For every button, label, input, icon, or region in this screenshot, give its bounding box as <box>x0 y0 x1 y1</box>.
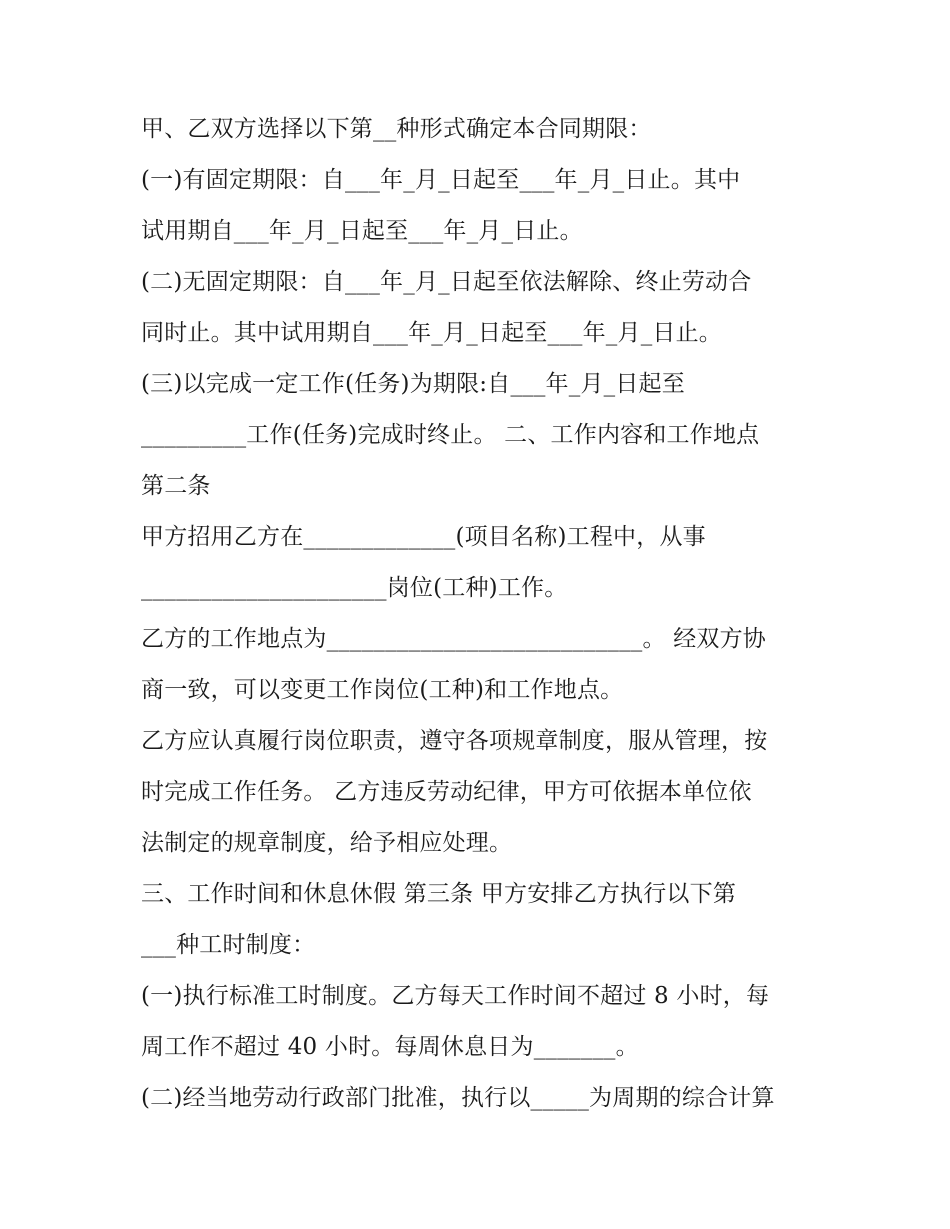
text-line: (二)无固定期限：自___年_月_日起至依法解除、终止劳动合 <box>141 269 752 295</box>
text-line: ___种工时制度： <box>141 932 316 958</box>
text-line: (三)以完成一定工作(任务)为期限:自___年_月_日起至 <box>141 371 685 397</box>
text-line: 商一致，可以变更工作岗位(工种)和工作地点。 <box>141 677 624 703</box>
text-line: 三、工作时间和休息休假 第三条 甲方安排乙方执行以下第 <box>141 881 737 907</box>
text-line: 法制定的规章制度，给予相应处理。 <box>141 830 513 856</box>
text-line: 甲、乙双方选择以下第__种形式确定本合同期限： <box>141 116 652 142</box>
text-line: 试用期自___年_月_日起至___年_月_日止。 <box>141 218 583 244</box>
text-line: (一)执行标准工时制度。乙方每天工作时间不超过 8 小时，每 <box>141 983 770 1009</box>
text-line: 周工作不超过 40 小时。每周休息日为_______。 <box>141 1034 639 1060</box>
text-line: _________工作(任务)完成时终止。 二、工作内容和工作地点 <box>141 422 760 448</box>
text-line: 乙方应认真履行岗位职责，遵守各项规章制度，服从管理，按 <box>141 728 768 754</box>
contract-text <box>141 104 821 1124</box>
text-line: 时完成工作任务。 乙方违反劳动纪律，甲方可依据本单位依 <box>141 779 752 805</box>
text-line: _____________________岗位(工种)工作。 <box>141 575 568 601</box>
text-line: 同时止。其中试用期自___年_月_日起至___年_月_日止。 <box>141 320 722 346</box>
text-line: 第二条 <box>141 473 211 499</box>
text-line: 甲方招用乙方在_____________(项目名称)工程中，从事 <box>141 524 706 550</box>
text-line: 乙方的工作地点为___________________________。 经双方协 <box>141 626 767 652</box>
text-line: (二)经当地劳动行政部门批准，执行以_____为周期的综合计算 <box>141 1085 775 1111</box>
text-line: (一)有固定期限：自___年_月_日起至___年_月_日止。其中 <box>141 167 741 193</box>
